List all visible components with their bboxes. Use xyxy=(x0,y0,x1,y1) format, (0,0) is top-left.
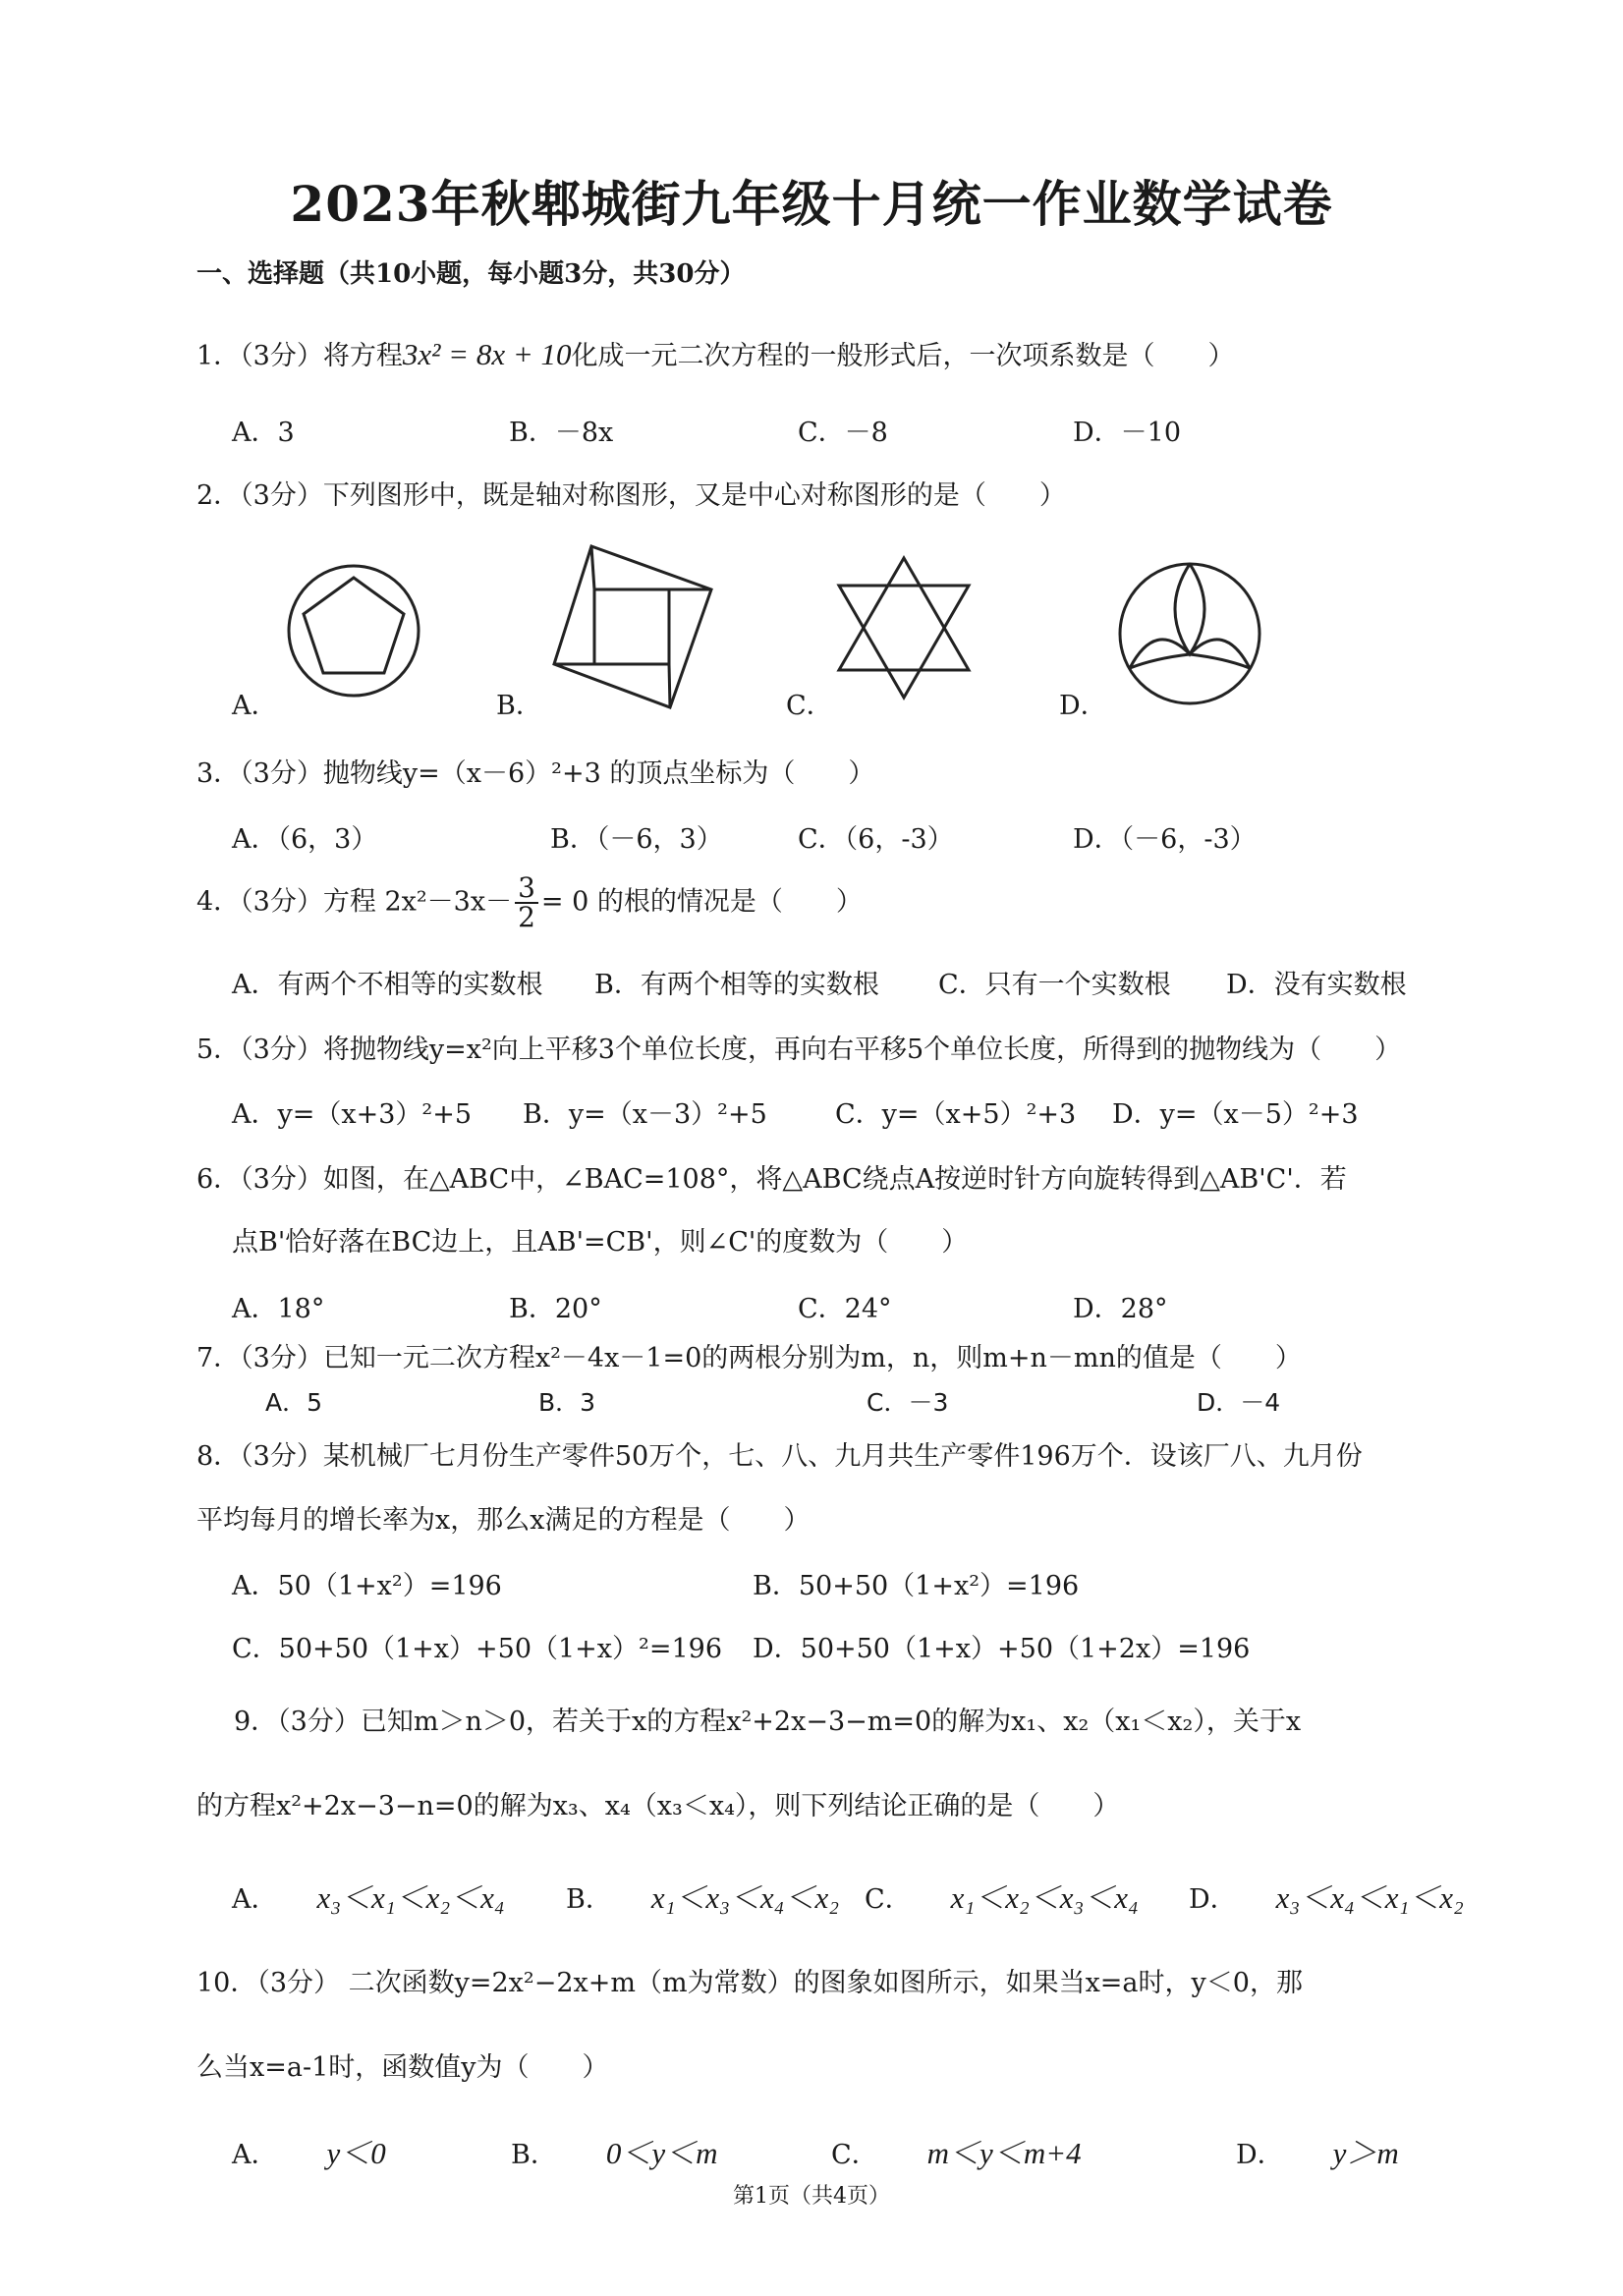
q9-option-b-label: B． xyxy=(566,1884,612,1915)
q2-option-a[interactable]: A． xyxy=(232,691,278,721)
question-4 xyxy=(196,871,863,933)
q10-option-d[interactable] xyxy=(1236,2128,1399,2172)
q9-option-d[interactable] xyxy=(1189,1873,1464,1917)
q10-option-c[interactable] xyxy=(831,2128,1082,2172)
q1-option-a[interactable]: A．3 xyxy=(232,418,295,448)
question-6-line-1: 6．（3分）如图，在△ABC中，∠BAC=108°，将△ABC绕点A按逆时针方向旋转得到△AB'C'．若 xyxy=(196,1164,1347,1195)
question-5: 5．（3分）将抛物线y=x²向上平移3个单位长度，再向右平移5个单位长度，所得到的抛物线为（ ） xyxy=(196,1035,1402,1065)
q6-option-d[interactable]: D．28° xyxy=(1073,1294,1168,1324)
q3-option-c[interactable]: C．（6，-3） xyxy=(798,824,954,855)
q2-figure-d-three-petal-circle xyxy=(1116,560,1263,707)
q10-option-a-expression: y＜0 xyxy=(326,2136,386,2170)
q1-option-d[interactable]: D．－10 xyxy=(1073,418,1182,448)
q4-rhs: = 0 xyxy=(540,886,589,918)
q4-stem: 的根的情况是（ ） xyxy=(596,886,863,918)
q5-option-c[interactable]: C．y=（x+5）²+3 xyxy=(835,1099,1077,1130)
question-8-line-2: 平均每月的增长率为x，那么x满足的方程是（ ） xyxy=(196,1505,811,1536)
q4-option-a[interactable]: A．有两个不相等的实数根 xyxy=(232,970,543,1000)
question-6-line-2: 点B'恰好落在BC边上，且AB'=CB'，则∠C'的度数为（ ） xyxy=(232,1227,969,1258)
q10-option-a-label: A． xyxy=(232,2140,278,2170)
question-10-line-2: 么当x=a-1时，函数值y为（ ） xyxy=(196,2052,609,2083)
q3-option-b[interactable]: B．（－6，3） xyxy=(550,824,723,855)
q8-option-c[interactable]: C．50+50（1+x）+50（1+x）²=196 xyxy=(232,1634,723,1664)
q10-option-d-expression: y＞m xyxy=(1332,2136,1399,2170)
q7-option-a[interactable]: A．5 xyxy=(265,1388,323,1417)
q4-fraction-numerator: 3 xyxy=(515,874,538,904)
q7-option-c[interactable]: C．－3 xyxy=(867,1388,949,1417)
q8-option-d[interactable]: D．50+50（1+x）+50（1+2x）=196 xyxy=(753,1634,1251,1664)
question-9-line-2: 的方程x²+2x−3−n=0的解为x₃、x₄（x₃＜x₄），则下列结论正确的是（ ） xyxy=(196,1791,1120,1821)
q10-option-b[interactable] xyxy=(511,2128,718,2172)
q10-option-a[interactable] xyxy=(232,2128,386,2172)
q2-option-d[interactable]: D． xyxy=(1059,691,1107,721)
q1-equation: 3x² = 8x + 10 xyxy=(402,337,572,371)
q4-option-c[interactable]: C．只有一个实数根 xyxy=(938,970,1171,1000)
page-footer: 第1页（共4页） xyxy=(733,2184,890,2209)
q1-number: 1．（3分）将方程 xyxy=(196,341,403,371)
q10-option-c-label: C． xyxy=(831,2140,878,2170)
question-7: 7．（3分）已知一元二次方程x²－4x－1=0的两根分别为m，n，则m+n－mn的值是（ ） xyxy=(196,1343,1302,1373)
q1-stem: 化成一元二次方程的一般形式后，一次项系数是（ ） xyxy=(571,341,1235,371)
q9-option-a-expression: x₃＜x₁＜x₂＜x₄ xyxy=(316,1880,505,1915)
q1-option-c[interactable]: C．－8 xyxy=(798,418,888,448)
q7-option-b[interactable]: B．3 xyxy=(538,1388,596,1417)
q9-option-a[interactable] xyxy=(232,1873,505,1917)
q4-option-d[interactable]: D．没有实数根 xyxy=(1226,970,1407,1000)
q2-figure-c-six-pointed-star xyxy=(835,554,973,701)
q10-option-b-expression: 0＜y＜m xyxy=(605,2136,718,2170)
question-8-line-1: 8．（3分）某机械厂七月份生产零件50万个，七、八、九月共生产零件196万个．设该厂八、九月份 xyxy=(196,1441,1363,1472)
q9-option-d-expression: x₃＜x₄＜x₁＜x₂ xyxy=(1275,1880,1464,1915)
q8-option-a[interactable]: A．50（1+x²）=196 xyxy=(232,1571,502,1601)
q9-option-c-label: C． xyxy=(865,1884,912,1915)
q2-figure-a-pentagon-in-circle xyxy=(285,562,422,700)
q10-option-c-expression: m＜y＜m+4 xyxy=(926,2136,1082,2170)
q9-option-b-expression: x₁＜x₃＜x₄＜x₂ xyxy=(650,1880,839,1915)
q10-option-b-label: B． xyxy=(511,2140,557,2170)
q5-option-d[interactable]: D．y=（x－5）²+3 xyxy=(1112,1099,1359,1130)
q5-option-b[interactable]: B．y=（x－3）²+5 xyxy=(523,1099,767,1130)
q9-option-c-expression: x₁＜x₂＜x₃＜x₄ xyxy=(950,1880,1139,1915)
q4-number: 4．（3分）方程 xyxy=(196,886,376,918)
exam-title: 2023年秋郫城街九年级十月统一作业数学试卷 xyxy=(290,175,1333,233)
q6-option-a[interactable]: A．18° xyxy=(232,1294,325,1324)
question-2: 2．（3分）下列图形中，既是轴对称图形，又是中心对称图形的是（ ） xyxy=(196,480,1066,511)
q6-option-c[interactable]: C．24° xyxy=(798,1294,892,1324)
q3-option-a[interactable]: A．（6，3） xyxy=(232,824,378,855)
question-9-line-1: 9．（3分）已知m＞n＞0，若关于x的方程x²+2x−3−m=0的解为x₁、x₂（x₁＜x₂），关于x xyxy=(234,1707,1302,1737)
q10-option-d-label: D． xyxy=(1236,2140,1284,2170)
q1-option-b[interactable]: B．－8x xyxy=(509,418,614,448)
q9-option-a-label: A． xyxy=(232,1884,278,1915)
q5-option-a[interactable]: A．y=（x+3）²+5 xyxy=(232,1099,473,1130)
q9-option-b[interactable] xyxy=(566,1873,839,1917)
q6-option-b[interactable]: B．20° xyxy=(509,1294,602,1324)
q3-option-d[interactable]: D．（－6，-3） xyxy=(1073,824,1257,855)
q4-option-b[interactable]: B．有两个相等的实数根 xyxy=(594,970,879,1000)
q8-option-b[interactable]: B．50+50（1+x²）=196 xyxy=(753,1571,1080,1601)
section-heading: 一、选择题（共10小题，每小题3分，共30分） xyxy=(196,259,746,289)
q4-fraction xyxy=(515,871,538,933)
question-10-line-1: 10．（3分） 二次函数y=2x²−2x+m（m为常数）的图象如图所示，如果当x=a时，y＜0，那 xyxy=(196,1968,1303,1998)
q2-option-b[interactable]: B． xyxy=(496,691,542,721)
q2-figure-b-square-in-square xyxy=(550,542,717,711)
q4-lhs: 2x²－3x－ xyxy=(384,886,513,918)
question-1 xyxy=(196,334,1235,372)
q9-option-c[interactable] xyxy=(865,1873,1139,1917)
question-3: 3．（3分）抛物线y=（x－6）²+3 的顶点坐标为（ ） xyxy=(196,758,875,789)
q4-fraction-denominator: 2 xyxy=(518,901,535,933)
q7-option-d[interactable]: D．－4 xyxy=(1197,1388,1281,1417)
q2-option-c[interactable]: C． xyxy=(786,691,833,721)
q9-option-d-label: D． xyxy=(1189,1884,1237,1915)
